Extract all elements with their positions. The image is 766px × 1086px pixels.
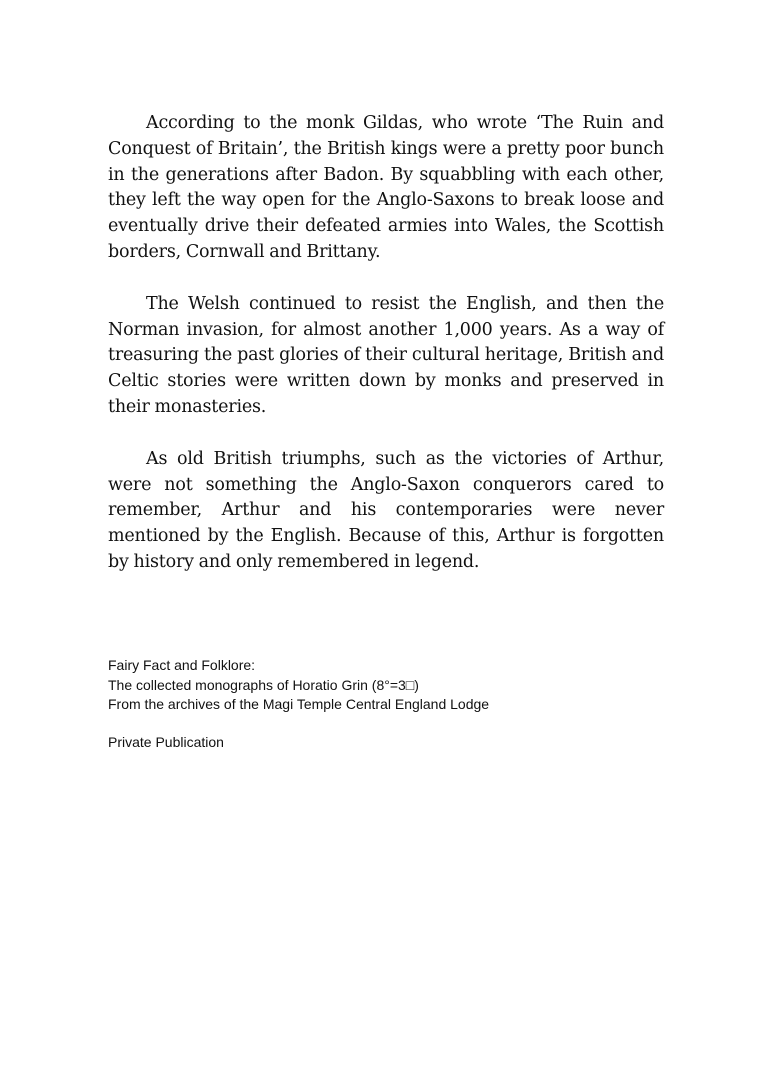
colophon-subtitle: The collected monographs of Horatio Grin (8°=3□)	[108, 676, 419, 693]
paragraph-arthur-legend: As old British triumphs, such as the victories of Arthur, were not something the Anglo-Saxon conquerors cared to remember, Arthur and his contemporaries were never mentioned by the English. Because of this, Arthur is forgotten by history and only remembered in legend.	[108, 448, 664, 572]
colophon-archive-source: From the archives of the Magi Temple Central England Lodge	[108, 696, 490, 712]
body-text	[108, 111, 664, 576]
colophon	[108, 656, 668, 752]
colophon-publication-note: Private Publication	[108, 733, 224, 750]
colophon-spacer	[108, 715, 668, 733]
colophon-series-title: Fairy Fact and Folklore:	[108, 657, 256, 673]
paragraph-gildas: According to the monk Gildas, who wrote ‘The Ruin and Conquest of Britain’, the British kings were a pretty poor bunch in the generations after Badon. By squabbling with each other, they left the way open for the Anglo-Saxons to break loose and eventually drive their defeated armies into Wales, the Scottish borders, Cornwall and Brittany.	[108, 113, 664, 262]
paragraph-welsh-resistance: The Welsh continued to resist the English, and then the Norman invasion, for almost another 1,000 years. As a way of treasuring the past glories of their cultural heritage, British and Celtic stories were written down by monks and preserved in their monasteries.	[108, 293, 664, 417]
